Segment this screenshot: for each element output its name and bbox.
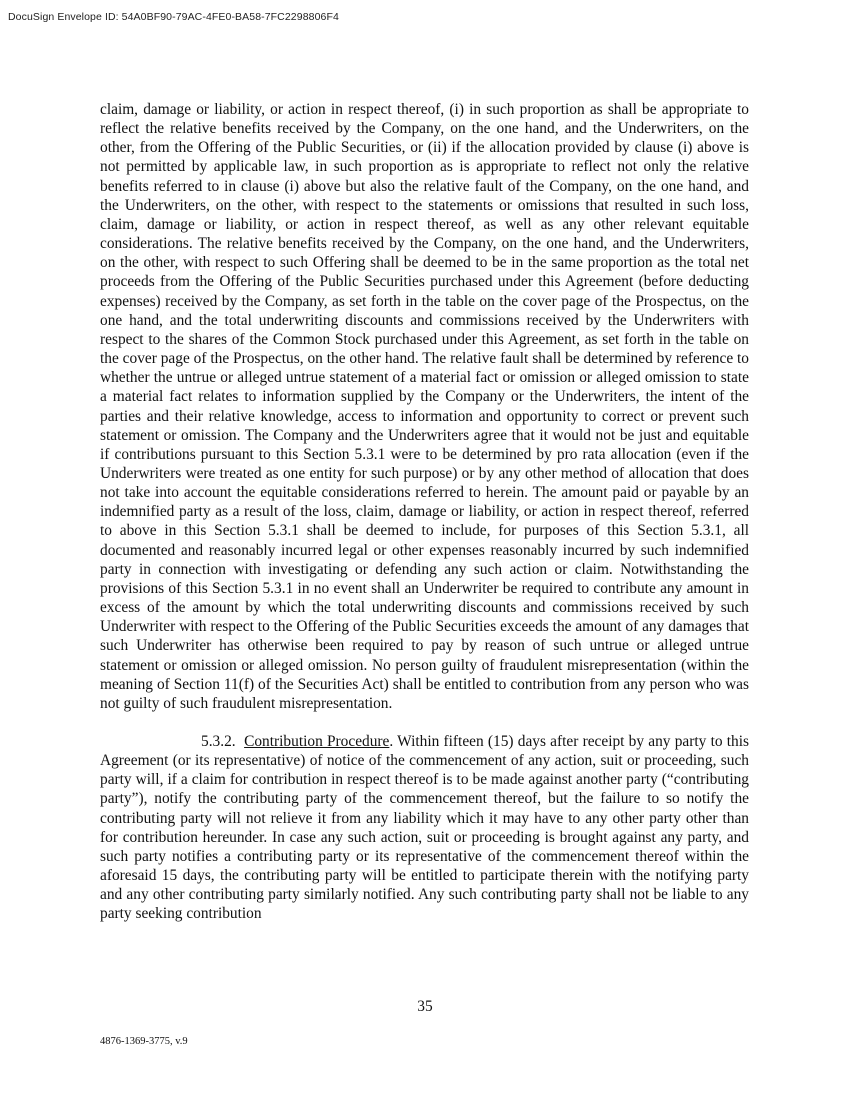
section-heading: Contribution Procedure [244, 733, 390, 750]
paragraph-contribution-procedure [100, 732, 749, 924]
document-body [100, 100, 749, 924]
paragraph-text: . Within fifteen (15) days after receipt by any party to this Agreement (or its representative) of notice of the commencement of any action, suit or proceeding, such party will, if a claim for contribution in respect thereof is to be made against another party (“contributing party”), notify the contributing party of the commencement thereof, but the failure to so notify the contributing party will not relieve it from any liability which it may have to any other party other than for contribution hereunder. In case any such action, suit or proceeding is brought against any party, and such party notifies a contributing party or its representative of the commencement thereof within the aforesaid 15 days, the contributing party will be entitled to participate therein with the notifying party and any other contributing party similarly notified. Any such contributing party shall not be liable to any party seeking contribution [100, 733, 749, 923]
paragraph-contribution-allocation: claim, damage or liability, or action in respect thereof, (i) in such proportion as shall be appropriate to reflect the relative benefits received by the Company, on the one hand, and the Underwriters, on the other, from the Offering of the Public Securities, or (ii) if the allocation provided by clause (i) above is not permitted by applicable law, in such proportion as is appropriate to reflect not only the relative benefits referred to in clause (i) above but also the relative fault of the Company, on the one hand, and the Underwriters, on the other, with respect to the statements or omissions that resulted in such loss, claim, damage or liability, or action in respect thereof, as well as any other relevant equitable considerations. The relative benefits received by the Company, on the one hand, and the Underwriters, on the other, with respect to such Offering shall be deemed to be in the same proportion as the total net proceeds from the Offering of the Public Securities purchased under this Agreement (before deducting expenses) received by the Company, as set forth in the table on the cover page of the Prospectus, on the one hand, and the total underwriting discounts and commissions received by the Underwriters with respect to the shares of the Common Stock purchased under this Agreement, as set forth in the table on the cover page of the Prospectus, on the other hand. The relative fault shall be determined by reference to whether the untrue or alleged untrue statement of a material fact or omission or alleged omission to state a material fact relates to information supplied by the Company or the Underwriters, the intent of the parties and their relative knowledge, access to information and opportunity to correct or prevent such statement or omission. The Company and the Underwriters agree that it would not be just and equitable if contributions pursuant to this Section 5.3.1 were to be determined by pro rata allocation (even if the Underwriters were treated as one entity for such purpose) or by any other method of allocation that does not take into account the equitable considerations referred to herein. The amount paid or payable by an indemnified party as a result of the loss, claim, damage or liability, or action in respect thereof, referred to above in this Section 5.3.1 shall be deemed to include, for purposes of this Section 5.3.1, all documented and reasonably incurred legal or other expenses reasonably incurred by such indemnified party in connection with investigating or defending any such action or claim. Notwithstanding the provisions of this Section 5.3.1 in no event shall an Underwriter be required to contribute any amount in excess of the amount by which the total underwriting discounts and commissions received by such Underwriter with respect to the Offering of the Public Securities exceeds the amount of any damages that such Underwriter has otherwise been required to pay by reason of such untrue or alleged untrue statement or omission or alleged omission. No person guilty of fraudulent misrepresentation (within the meaning of Section 11(f) of the Securities Act) shall be entitled to contribution from any person who was not guilty of such fraudulent misrepresentation. [100, 101, 749, 712]
section-number: 5.3.2. [201, 733, 236, 750]
envelope-id: DocuSign Envelope ID: 54A0BF90-79AC-4FE0-BA58-7FC2298806F4 [8, 11, 339, 23]
page-number: 35 [417, 998, 433, 1015]
document-reference: 4876-1369-3775, v.9 [100, 1036, 188, 1047]
